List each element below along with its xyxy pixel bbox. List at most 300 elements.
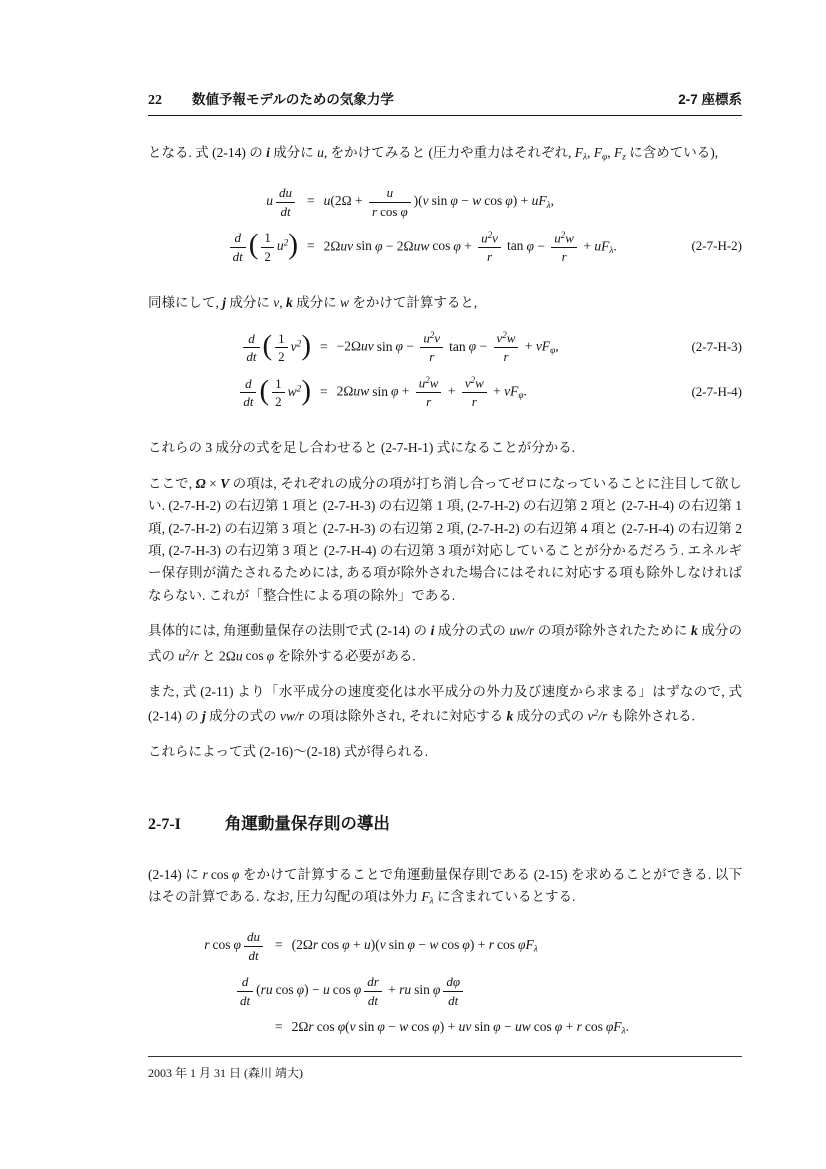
math-token: sin [388, 937, 405, 953]
fraction [243, 331, 259, 365]
math-token: 同様にして, [148, 295, 223, 310]
math-token: (2Ω [291, 937, 313, 953]
fraction [272, 376, 285, 410]
math-token: 2 [296, 384, 302, 395]
math-token: dt [248, 947, 259, 963]
math-token: + [384, 982, 400, 998]
math-token: − [476, 338, 491, 354]
math-token: , [555, 338, 559, 354]
math-token: dt [367, 992, 379, 1008]
equation-rhs [324, 230, 617, 265]
paragraph-angular-intro [148, 864, 742, 913]
equation-relation: = [275, 937, 283, 953]
math-token: i [430, 623, 435, 639]
math-token: φ [554, 1019, 563, 1034]
math-token: 2 [278, 349, 285, 365]
math-token: ) [301, 374, 311, 407]
fraction [494, 330, 519, 365]
fraction-numerator [237, 974, 253, 991]
math-token: (2Ω + [330, 193, 367, 209]
math-token: − [533, 238, 549, 254]
math-token: dt [240, 992, 251, 1008]
math-token: λ [546, 200, 551, 211]
fraction-numerator [462, 375, 487, 392]
math-token: − [415, 937, 430, 953]
math-token: r [204, 937, 210, 953]
math-token: v [434, 330, 441, 346]
math-token: 成分の式の [513, 708, 588, 724]
equation-label: (2-7-H-3) [691, 338, 742, 354]
math-token: w [506, 330, 516, 346]
math-token: du [279, 185, 292, 200]
math-token: uw [353, 383, 370, 399]
math-token: r [576, 1019, 582, 1034]
math-token: 2 [593, 709, 599, 720]
math-token: ( [345, 1019, 350, 1034]
math-token: u [323, 193, 331, 209]
math-token: u [235, 648, 243, 664]
math-token: d [245, 375, 252, 391]
math-token: 具体的には, 角運動量保存の法則で式 (2-14) の [148, 623, 431, 639]
fraction [551, 230, 577, 265]
fraction-denominator [230, 247, 246, 265]
equation-label: (2-7-H-4) [691, 383, 742, 399]
math-token: 2 [470, 375, 476, 386]
math-token: dt [448, 992, 459, 1008]
math-token: 2 [487, 230, 493, 240]
fraction-numerator [369, 185, 411, 202]
math-token: φ [602, 152, 608, 163]
fraction-numerator [551, 230, 577, 247]
math-token: vF [535, 338, 551, 354]
math-token: w [287, 383, 297, 399]
math-token: w [340, 295, 350, 310]
math-token: dt [246, 349, 257, 365]
math-token: dt [243, 394, 254, 410]
math-token: φ [377, 1019, 385, 1034]
math-token: F [574, 145, 584, 160]
math-token: φ [505, 193, 513, 209]
math-token: u [266, 193, 273, 209]
fraction-denominator [443, 991, 463, 1009]
math-token: ) + [512, 193, 532, 209]
fraction-denominator [276, 202, 295, 220]
math-token: cos [441, 937, 460, 953]
math-token: + [562, 1019, 577, 1034]
fraction-numerator [416, 375, 442, 392]
fraction [230, 230, 246, 264]
math-token: d [241, 974, 249, 989]
math-token: φ [337, 1019, 346, 1034]
math-token: F [593, 145, 603, 160]
math-token: . [625, 1019, 629, 1034]
math-token: uv [361, 338, 374, 354]
page-footer [148, 1056, 742, 1081]
math-token: v [422, 193, 429, 209]
math-token: /r [598, 708, 608, 724]
math-token: uv [458, 1019, 472, 1034]
math-token: /r [189, 648, 199, 664]
math-token: φ [550, 346, 556, 357]
text-column [148, 88, 742, 1081]
fraction-numerator [443, 974, 463, 991]
math-token: w [399, 1019, 409, 1034]
fraction-numerator [244, 929, 263, 946]
math-token: の項は除外され, それに対応する [304, 708, 507, 724]
math-token: 成分に [269, 145, 318, 160]
math-token: cos [316, 1019, 335, 1034]
math-token: をかけて計算することで角運動量保存則である (2-15) を求めることができる. 以下はその計算である. なお, 圧力勾配の項は外力 [148, 866, 742, 904]
paragraph-intro [148, 142, 742, 169]
math-token: λ [621, 1026, 626, 1037]
book-title: 数値予報モデルのための気象力学 [192, 92, 394, 107]
math-token: sin [358, 1019, 375, 1034]
math-token: v [273, 295, 280, 310]
equation-block-h2 [148, 185, 742, 272]
fraction-numerator [420, 330, 443, 347]
math-token: cos [533, 1019, 552, 1034]
math-token: uv [340, 238, 354, 254]
fraction-denominator [243, 347, 259, 365]
equation-block-h3-h4 [148, 330, 742, 417]
math-token: j [202, 708, 206, 724]
math-token: )( [413, 193, 423, 209]
paragraph-concrete [148, 620, 742, 667]
fraction-numerator [275, 331, 288, 348]
math-token: また, 式 (2-11) より「水平成分の速度変化は水平成分の外力及び速度から求まる」はずなので, 式 (2-14) の [148, 683, 742, 724]
math-token: . [523, 383, 527, 399]
math-token: ) + [469, 937, 489, 953]
math-token: v [496, 330, 503, 346]
math-token: , [587, 145, 594, 160]
fraction [462, 375, 487, 410]
math-token: 2 [283, 238, 289, 249]
math-token: F [613, 145, 623, 160]
math-token: r [471, 394, 477, 410]
equation-lhs [148, 929, 266, 963]
math-token: cos [496, 937, 515, 953]
math-token: uw/r [509, 623, 535, 639]
math-token: sin [356, 238, 372, 254]
math-token: cos [275, 982, 294, 998]
fraction-denominator [237, 991, 253, 1009]
math-token: φ [390, 383, 399, 399]
fraction [443, 974, 463, 1008]
fraction [244, 929, 263, 963]
math-token: 2 [185, 648, 190, 659]
equation-row [148, 375, 742, 417]
math-token: 2Ω [291, 1019, 309, 1034]
math-token: , [279, 295, 287, 310]
math-token: 1 [264, 230, 271, 246]
fraction [369, 185, 411, 219]
math-token: cos [380, 203, 398, 219]
fraction-denominator [416, 392, 442, 410]
math-token: 2Ω [323, 238, 341, 254]
math-token: ( [262, 329, 273, 362]
equation-lhs [148, 185, 298, 219]
math-token: と 2Ω [198, 648, 236, 664]
math-token: r [312, 937, 319, 953]
math-token: k [691, 623, 698, 639]
math-token: r [429, 349, 435, 365]
math-token: ru [260, 982, 273, 998]
math-token: ( [248, 228, 259, 261]
math-token: u [554, 230, 561, 246]
math-token: 2 [429, 330, 435, 341]
math-token: φ [233, 937, 241, 953]
math-token: ) [301, 329, 311, 362]
math-token: cos [245, 648, 264, 664]
fraction-denominator [420, 347, 443, 365]
math-token: tan [506, 238, 524, 254]
math-token: φ [450, 193, 458, 209]
math-token: ) + [439, 1019, 459, 1034]
fraction [275, 331, 288, 365]
running-head [148, 88, 742, 116]
paragraph-horizontal [148, 681, 742, 728]
math-token: u [322, 982, 330, 998]
math-token: r [488, 937, 494, 953]
fraction [240, 376, 256, 410]
math-token: F [421, 889, 430, 904]
equation-rhs [292, 937, 538, 955]
fraction [261, 230, 274, 264]
math-token: k [506, 708, 514, 724]
fraction-denominator [275, 347, 288, 365]
math-token: に含めている), [625, 145, 719, 160]
math-token: )( [370, 937, 380, 953]
math-token: 2 [425, 375, 430, 386]
math-token: を除外する必要がある. [274, 648, 416, 664]
math-token: cos [210, 866, 229, 882]
math-token: v [290, 338, 297, 354]
math-token: Ω [195, 475, 206, 491]
fraction-numerator [240, 376, 256, 393]
math-token: uw [413, 238, 430, 254]
math-token: w [429, 937, 439, 953]
math-token: uF [531, 193, 547, 209]
fraction [237, 974, 253, 1008]
math-token: ( [259, 374, 270, 407]
math-token: i [266, 145, 270, 160]
math-token: ここで, [148, 475, 196, 491]
math-token: + [521, 338, 536, 354]
equation-continuation [148, 974, 466, 1008]
math-token: 2 [275, 394, 282, 410]
math-token: d [234, 230, 241, 246]
equation-row [148, 330, 742, 372]
math-token: sin [376, 338, 393, 354]
math-token: φ [395, 338, 404, 354]
fraction-numerator [364, 974, 382, 991]
math-token: k [286, 295, 293, 310]
math-token: r [487, 249, 493, 265]
math-token: φ [296, 982, 305, 998]
math-token: 1 [275, 375, 282, 391]
math-token: dt [232, 248, 243, 264]
math-token: u [386, 185, 394, 200]
paragraph-result [148, 741, 742, 763]
math-token: w [475, 375, 484, 391]
equation-relation: = [320, 383, 328, 399]
equation-relation: = [307, 238, 315, 254]
math-token: φ [432, 982, 441, 998]
fraction-denominator [261, 247, 274, 265]
math-token: − [500, 1019, 515, 1034]
equation-lhs [148, 331, 311, 365]
fraction-denominator [462, 392, 487, 410]
math-token: uw [514, 1019, 531, 1034]
math-token: λ [583, 152, 588, 163]
math-token: (2-14) に [148, 866, 203, 882]
fraction-numerator [243, 331, 259, 348]
math-token: 2 [502, 330, 507, 341]
math-token: w [472, 193, 482, 209]
math-token: 2 [264, 248, 271, 264]
math-token: 成分の式の [148, 623, 743, 664]
fraction-denominator [369, 202, 411, 220]
equation-label: (2-7-H-2) [691, 238, 742, 254]
fraction-numerator [494, 330, 519, 347]
math-token: φ [453, 238, 461, 254]
math-token: φ [432, 1019, 440, 1034]
math-token: j [222, 295, 227, 310]
fraction-denominator [494, 347, 519, 365]
fraction-denominator [364, 991, 382, 1009]
equation-rhs [337, 330, 559, 365]
math-token: φ [518, 391, 524, 402]
section-number: 2-7-I [148, 815, 181, 833]
equation-relation: = [307, 193, 315, 209]
math-token: ( [256, 982, 261, 998]
fraction-denominator [478, 247, 501, 265]
math-token: cos [584, 1019, 603, 1034]
chapter-title: 2-7 座標系 [678, 92, 742, 107]
math-token: cos [332, 982, 351, 998]
math-token: u [317, 145, 324, 160]
equation-rhs [292, 1019, 629, 1037]
math-token: r [503, 349, 509, 365]
section-heading [148, 810, 742, 834]
math-token: r [372, 203, 378, 219]
equation-rhs [324, 185, 554, 219]
math-token: r [202, 866, 208, 882]
fraction-numerator [478, 230, 501, 247]
math-token: z [622, 152, 626, 163]
math-token: λ [533, 944, 538, 955]
math-token: φ [400, 203, 408, 219]
equation-lhs [148, 230, 298, 264]
math-token: u [423, 330, 430, 346]
math-token: uF [594, 238, 610, 254]
math-token: となる. 式 (2-14) の [148, 145, 267, 160]
math-token: − [403, 338, 418, 354]
math-token: r [561, 249, 567, 265]
math-token: φ [526, 238, 534, 254]
math-token: λ [609, 246, 614, 257]
fraction [478, 230, 501, 265]
math-token: + [579, 238, 595, 254]
math-token: vw/r [280, 708, 305, 724]
fraction-denominator [551, 247, 577, 265]
math-token: w [565, 230, 574, 246]
math-token: φ [493, 1019, 501, 1034]
fraction-denominator [244, 946, 263, 964]
math-token: + [460, 238, 476, 254]
math-token: u [276, 238, 284, 254]
math-token: ) [288, 228, 298, 261]
equation-lhs [148, 376, 311, 410]
math-token: φ [407, 937, 415, 953]
math-token: cos [321, 937, 340, 953]
equation-row [148, 185, 742, 227]
math-token: も除外される. [607, 708, 695, 724]
math-token: sin [431, 193, 448, 209]
math-token: w [429, 375, 439, 391]
math-token: 1 [278, 330, 285, 346]
math-token: cos [484, 193, 503, 209]
math-token: r [426, 394, 432, 410]
math-token: v [492, 230, 498, 246]
math-token: V [220, 475, 230, 491]
math-token: , [550, 193, 554, 209]
math-token: 成分に [292, 295, 341, 310]
math-token: λ [429, 896, 434, 907]
equation-rhs [337, 375, 527, 410]
math-token: vF [504, 383, 519, 399]
fraction-numerator [272, 376, 285, 393]
math-token: v [587, 708, 594, 724]
math-token: d [248, 330, 255, 346]
math-token: ru [399, 982, 412, 998]
math-token: u [481, 230, 488, 246]
math-token: sin [414, 982, 430, 998]
math-token: φ [462, 937, 470, 953]
math-token: の項が除外されたために [534, 623, 692, 639]
footer-date-author: 2003 年 1 月 31 日 (森川 靖大) [148, 1066, 303, 1080]
fraction-denominator [240, 392, 256, 410]
math-token: 成分の式の [205, 708, 281, 724]
math-token: φ [374, 238, 383, 254]
math-token: 2 [296, 339, 302, 350]
equation-relation: = [275, 1019, 283, 1034]
page-number: 22 [148, 93, 162, 108]
math-token: + [489, 383, 505, 399]
fraction [416, 375, 442, 410]
math-token: − [384, 1019, 400, 1034]
math-token: φF [517, 937, 534, 953]
math-token: 成分の式の [434, 623, 510, 639]
math-token: φ [468, 338, 477, 354]
equation-row [148, 1019, 742, 1061]
math-token: r [308, 1019, 314, 1034]
math-token: これらの 3 成分の式を足し合わせると (2-7-H-1) 式になることが分かる. [148, 440, 576, 456]
equation-row [148, 974, 742, 1016]
math-token: du [247, 929, 260, 944]
math-token: cos [432, 238, 451, 254]
equation-block-angular [148, 929, 742, 1061]
math-token: dr [367, 974, 379, 989]
equation-relation: = [320, 338, 328, 354]
paragraph-sum [148, 437, 742, 459]
math-token: v [464, 375, 471, 391]
section-title: 角運動量保存則の導出 [224, 814, 390, 833]
math-token: cos [212, 937, 231, 953]
math-token: −2Ω [336, 338, 362, 354]
math-token: ) − [304, 982, 323, 998]
math-token: φ [353, 982, 362, 998]
